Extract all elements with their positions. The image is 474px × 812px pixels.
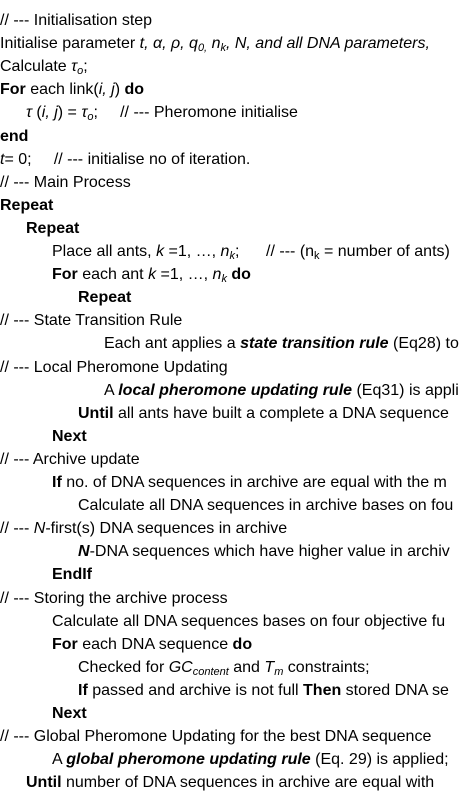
line-segment: m xyxy=(274,665,284,678)
pseudocode-line xyxy=(0,379,474,402)
line-segment: Repeat xyxy=(78,289,132,307)
line-segment: Calculate xyxy=(0,58,72,76)
line-segment: t, α, ρ, q xyxy=(139,35,198,53)
line-segment: number of DNA sequences in archive are equal with xyxy=(61,774,435,792)
line-segment: A xyxy=(52,751,67,769)
line-segment: , N, and all DNA parameters, xyxy=(225,35,435,53)
line-segment: -DNA sequences which have higher value in archiv xyxy=(89,543,450,561)
line-segment: k xyxy=(221,273,227,286)
pseudocode-line xyxy=(0,748,474,771)
line-segment: GC xyxy=(168,658,193,676)
pseudocode-line xyxy=(0,656,474,679)
pseudocode-line xyxy=(0,171,474,194)
line-segment: N xyxy=(78,543,90,561)
line-segment: k xyxy=(156,243,165,260)
line-segment: For xyxy=(52,266,78,284)
pseudocode-line xyxy=(0,32,474,55)
line-segment: If xyxy=(52,474,62,491)
pseudocode-line xyxy=(0,725,474,748)
line-segment: ; // --- Pheromone initialise xyxy=(93,104,298,122)
line-segment: Place all ants, xyxy=(52,243,157,260)
line-segment: stored DNA se xyxy=(341,681,449,699)
line-segment: ( xyxy=(31,104,42,122)
pseudocode-line xyxy=(0,702,474,725)
line-segment: ) = xyxy=(57,104,82,122)
pseudocode-line xyxy=(0,448,474,471)
line-segment: ) xyxy=(114,81,125,99)
line-segment: n xyxy=(207,35,221,53)
line-segment: do xyxy=(124,81,145,99)
line-segment: If xyxy=(78,681,88,699)
line-segment: // --- Main Process xyxy=(0,173,131,191)
pseudocode-line xyxy=(0,194,474,217)
line-segment: (Eq. 29) is applied; xyxy=(310,751,449,769)
line-segment: k xyxy=(314,250,320,262)
line-segment: k xyxy=(148,266,157,284)
line-segment: // --- xyxy=(0,520,34,538)
line-segment: Until xyxy=(78,404,114,422)
line-segment: Repeat xyxy=(26,219,80,237)
line-segment: n xyxy=(212,266,222,284)
line-segment: For xyxy=(0,81,26,99)
line-segment: =1, …, xyxy=(156,266,213,284)
line-segment: A xyxy=(104,381,119,399)
line-segment: k xyxy=(229,250,235,262)
pseudocode-line xyxy=(0,563,474,586)
line-segment: ; // --- (n xyxy=(234,243,315,260)
pseudocode-line xyxy=(0,425,474,448)
line-segment: τ xyxy=(71,58,78,76)
line-segment: 0, xyxy=(197,42,208,55)
line-segment: i, j xyxy=(98,81,115,99)
line-segment: o xyxy=(87,111,94,124)
line-segment: constraints; xyxy=(283,658,370,676)
line-segment: local pheromone updating rule xyxy=(118,381,353,399)
line-segment: Repeat xyxy=(0,196,54,214)
pseudocode-line xyxy=(0,78,474,101)
line-segment: Next xyxy=(52,427,87,445)
line-segment: global pheromone updating rule xyxy=(66,751,311,769)
line-segment: each link( xyxy=(25,81,99,99)
pseudocode-line xyxy=(0,332,474,355)
line-segment: = 0; // --- initialise no of iteration. xyxy=(4,150,251,168)
line-segment: // --- Storing the archive process xyxy=(0,589,228,607)
pseudocode-line xyxy=(0,9,474,32)
line-segment: EndIf xyxy=(52,566,92,584)
line-segment: i, j xyxy=(41,104,58,122)
line-segment: // --- Global Pheromone Updating for the best DNA sequence xyxy=(0,728,432,746)
line-segment: state transition rule xyxy=(240,335,389,353)
line-segment: each DNA sequence xyxy=(77,635,233,653)
line-segment: content xyxy=(192,665,229,678)
pseudocode-line xyxy=(0,679,474,702)
line-segment: For xyxy=(52,635,78,653)
pseudocode-line xyxy=(0,240,474,263)
line-segment: k xyxy=(220,42,226,55)
line-segment: // --- State Transition Rule xyxy=(0,312,183,330)
pseudocode-line xyxy=(0,217,474,240)
line-segment: // --- Initialisation step xyxy=(0,12,153,29)
line-segment: o xyxy=(77,65,84,78)
line-segment: Initialise parameter xyxy=(0,35,140,53)
pseudocode-line xyxy=(0,148,474,171)
pseudocode-line xyxy=(0,125,474,148)
pseudocode-line xyxy=(0,101,474,124)
pseudocode-line xyxy=(0,263,474,286)
pseudocode-line xyxy=(0,55,474,78)
line-segment: -first(s) DNA sequences in archive xyxy=(45,520,288,538)
line-segment: do xyxy=(232,635,253,653)
line-segment: n xyxy=(220,243,230,260)
line-segment: T xyxy=(264,658,275,676)
pseudocode-line xyxy=(0,356,474,379)
line-segment: Each ant applies a xyxy=(104,335,241,353)
pseudocode-line xyxy=(0,471,474,494)
line-segment: ; xyxy=(83,58,88,76)
pseudocode-line xyxy=(0,610,474,633)
line-segment: Next xyxy=(52,705,87,722)
line-segment: each ant xyxy=(77,266,149,284)
line-segment: Then xyxy=(303,681,342,699)
pseudocode-line xyxy=(0,540,474,563)
line-segment: all ants have built a complete a DNA sequence xyxy=(113,404,449,422)
pseudocode-line xyxy=(0,494,474,517)
line-segment: t xyxy=(0,150,5,168)
pseudocode-line xyxy=(0,771,474,794)
line-segment: do xyxy=(231,266,251,284)
line-segment: =1, …, xyxy=(164,243,221,260)
line-segment: τ xyxy=(26,104,32,122)
line-segment: Calculate all DNA sequences bases on four objective fu xyxy=(52,612,446,630)
line-segment: passed and archive is not full xyxy=(87,681,304,699)
pseudocode-line xyxy=(0,402,474,425)
line-segment: τ xyxy=(81,104,88,122)
line-segment: (Eq31) is appli xyxy=(352,381,459,399)
line-segment: end xyxy=(0,127,29,145)
line-segment: no. of DNA sequences in archive are equal with the m xyxy=(61,474,447,491)
line-segment: Until xyxy=(26,774,62,792)
line-segment: and xyxy=(228,658,265,676)
line-segment: Calculate all DNA sequences in archive bases on fou xyxy=(78,497,454,515)
line-segment: // --- Local Pheromone Updating xyxy=(0,358,228,376)
line-segment: Checked for xyxy=(78,658,169,676)
pseudocode-line xyxy=(0,517,474,540)
pseudocode-line xyxy=(0,309,474,332)
line-segment: // --- Archive update xyxy=(0,450,140,468)
pseudocode-line xyxy=(0,587,474,610)
line-segment: N xyxy=(33,520,46,538)
pseudocode-line xyxy=(0,286,474,309)
line-segment: = number of ants) xyxy=(319,243,450,260)
line-segment: (Eq28) to xyxy=(388,335,459,353)
pseudocode-line xyxy=(0,633,474,656)
